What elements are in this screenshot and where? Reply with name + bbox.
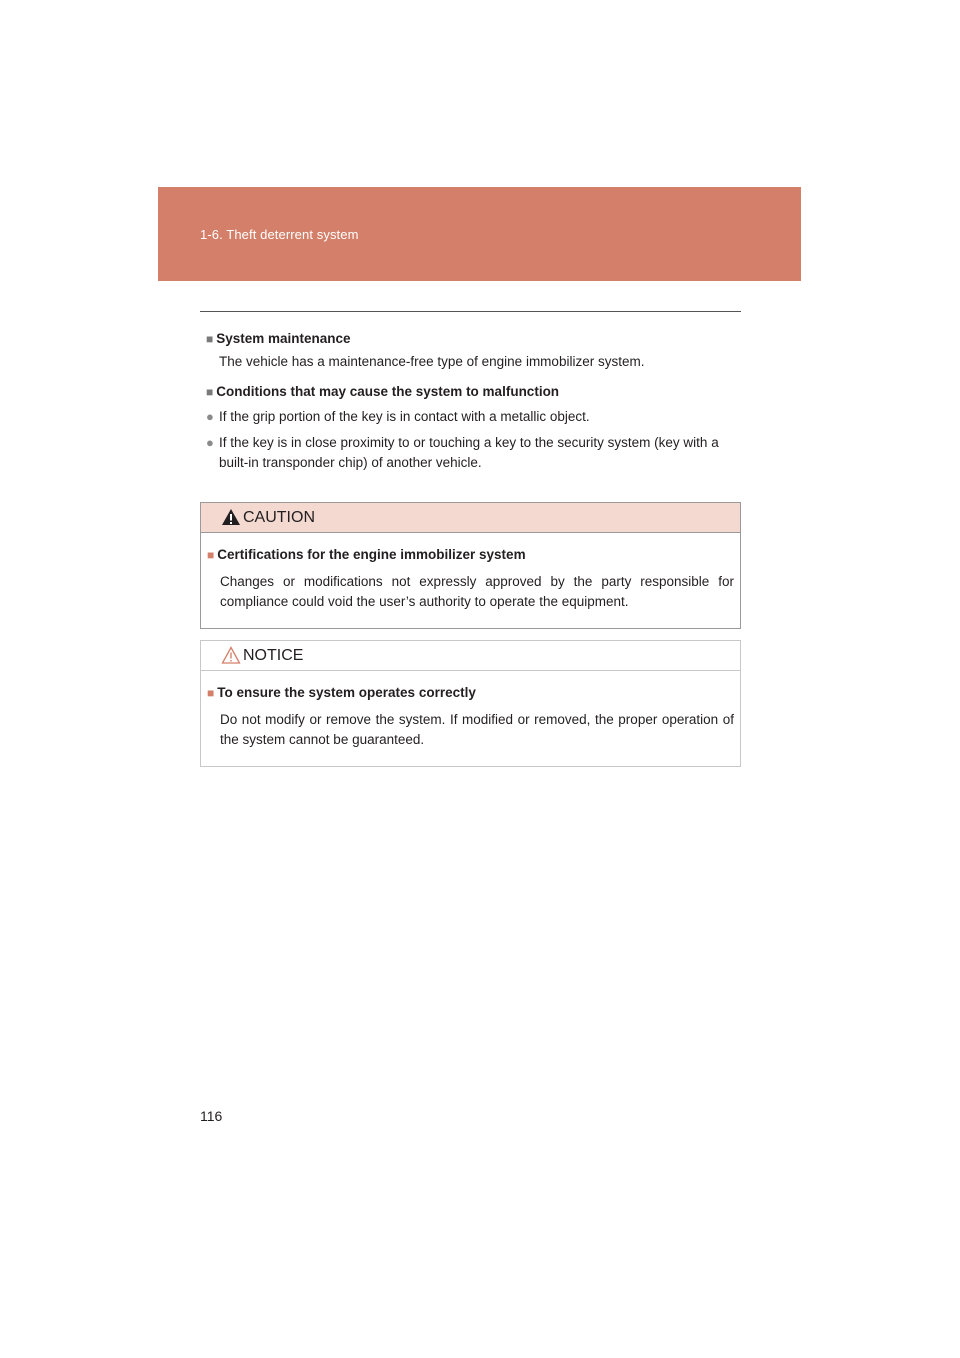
notice-text: Do not modify or remove the system. If modified or removed, the proper operation of the system cannot be guaranteed. (220, 712, 734, 747)
section-heading: ■ System maintenance (206, 331, 351, 346)
notice-heading: ■ To ensure the system operates correctly (207, 685, 476, 700)
section-title: 1-6. Theft deterrent system (200, 227, 359, 242)
caution-body (201, 533, 740, 628)
list-item: ● If the key is in close proximity to or touching a key to the security system (key with a built-in transponder chip) of another vehicle. (206, 433, 738, 473)
notice-header (201, 641, 740, 671)
caution-label: CAUTION (243, 509, 315, 526)
top-divider (200, 311, 741, 312)
round-bullet-icon: ● (206, 409, 214, 424)
notice-label: NOTICE (243, 647, 304, 664)
list-item: ● If the grip portion of the key is in contact with a metallic object. (206, 407, 738, 427)
notice-triangle-icon (221, 646, 241, 664)
caution-text: Changes or modifications not expressly approved by the party responsible for compliance could void the user’s authority to operate the equipment. (220, 574, 734, 609)
square-bullet-icon: ■ (207, 548, 215, 562)
notice-body (201, 671, 740, 766)
page-number: 116 (200, 1108, 223, 1124)
square-bullet-icon: ■ (206, 385, 214, 399)
round-bullet-icon: ● (206, 435, 214, 450)
section-paragraph: The vehicle has a maintenance-free type of engine immobilizer system. (219, 354, 645, 369)
caution-header (201, 503, 740, 533)
square-bullet-icon: ■ (207, 686, 215, 700)
caution-box (200, 502, 741, 629)
warning-triangle-icon (221, 508, 241, 526)
caution-heading: ■ Certifications for the engine immobilizer system (207, 547, 526, 562)
section-header-band (158, 187, 801, 281)
notice-box (200, 640, 741, 767)
main-content (206, 331, 738, 473)
square-bullet-icon: ■ (206, 332, 214, 346)
section-heading: ■ Conditions that may cause the system to malfunction (206, 384, 560, 399)
